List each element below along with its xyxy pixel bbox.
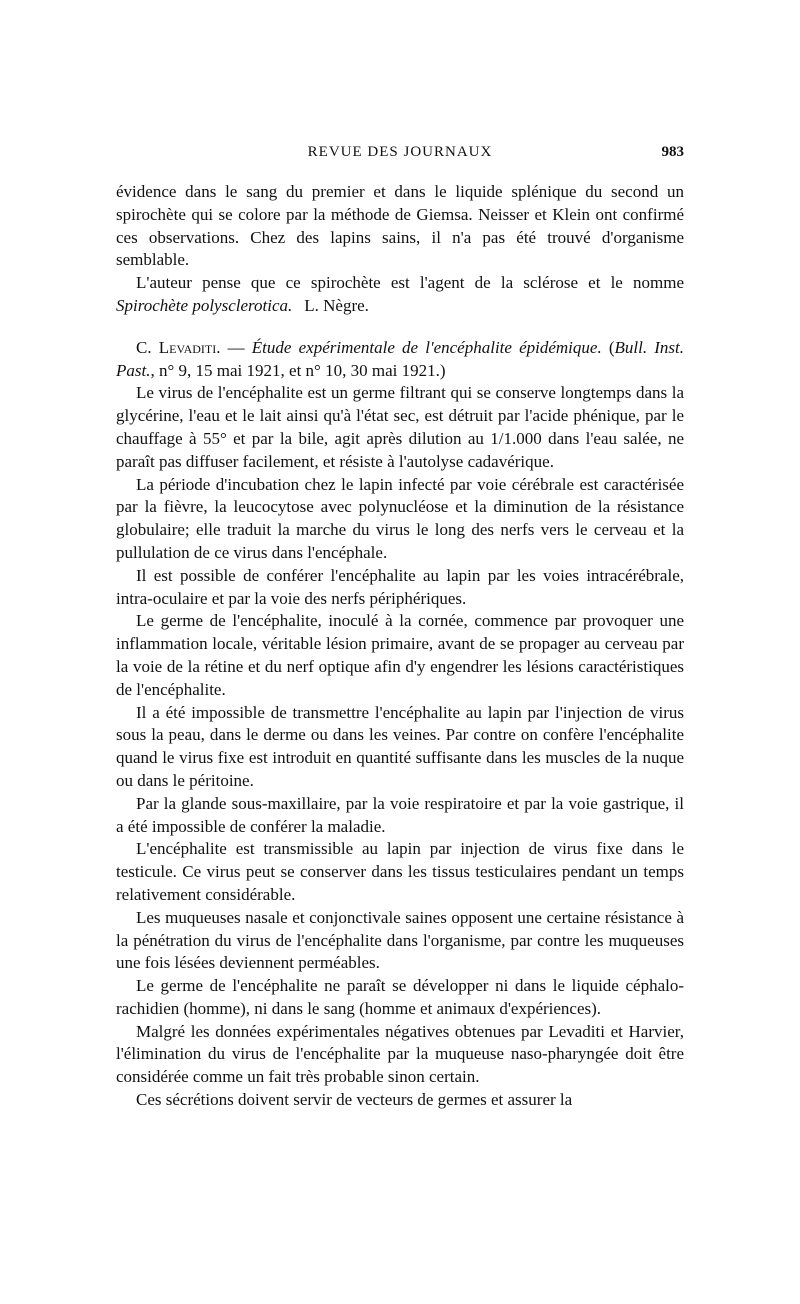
review1-paragraph-1: évidence dans le sang du premier et dans le liquide splénique du second un spirochète qui se colore par la méthode de Giemsa. Neisser et Klein ont confirmé ces observations. Chez des lapins sains, il n'a pas été trouvé d'organisme semblable. <box>116 182 684 270</box>
review2-paragraph: La période d'incubation chez le lapin infecté par voie cérébrale est caractérisée par la fièvre, la leucocytose avec polynucléose et la diminution de la résistance globulaire; elle traduit la marche du virus le long des nerfs vers le cerveau et la pullulation de ce virus dans l'encéphale. <box>116 474 684 562</box>
review1-paragraph-2-text: L'auteur pense que ce spirochète est l'agent de la sclérose et le nomme <box>136 273 684 293</box>
review2-dash: — <box>220 337 252 357</box>
review2-paragraph: Par la glande sous-maxillaire, par la voie respiratoire et par la voie gastrique, il a été impossible de conférer la maladie. <box>116 793 684 836</box>
citation-open: ( <box>608 337 615 357</box>
review2-paragraph: L'encéphalite est transmissible au lapin par injection de virus fixe dans le testicule. Ce virus peut se conserver dans les tissus testiculaires pendant un temps relativement considérable. <box>116 839 684 904</box>
review2-paragraph: Les muqueuses nasale et conjonctivale saines opposent une certaine résistance à la pénétration du virus de l'encéphalite dans l'organisme, par contre les muqueuses une fois lésées deviennent perméables. <box>116 907 684 973</box>
citation-journal: Bull. Inst. Past. <box>116 337 685 380</box>
reviewer-signature: L. Nègre. <box>304 295 369 315</box>
citation-details: , n° 9, 15 mai 1921, et n° 10, 30 mai 1921.) <box>150 360 446 380</box>
review2-author: C. Levaditi. <box>136 337 221 357</box>
running-title: REVUE DES JOURNAUX <box>307 144 493 160</box>
review2-paragraph: Le germe de l'encéphalite ne paraît se développer ni dans le liquide céphalo-rachidien (homme), ni dans le sang (homme et animaux d'expériences). <box>116 976 684 1018</box>
species-name: Spirochète polysclerotica. <box>116 295 293 315</box>
review2-paragraph: Le germe de l'encéphalite, inoculé à la cornée, commence par provoquer une inflammation locale, véritable lésion primaire, avant de se propager au cerveau par la voie de la rétine et du nerf optique afin d'y engendrer les lésions caractéristiques de l'encéphalite. <box>116 611 684 699</box>
review2-reference <box>116 337 684 383</box>
review2-paragraph: Il est possible de conférer l'encéphalite au lapin par les voies intracérébrale, intra-oculaire et par la voie des nerfs périphériques. <box>116 565 684 608</box>
page-number: 983 <box>661 144 684 160</box>
review2-paragraph: Malgré les données expérimentales négatives obtenues par Levaditi et Harvier, l'élimination du virus de l'encéphalite par la muqueuse naso-pharyngée doit être considérée comme un fait très probable sinon certain. <box>116 1021 684 1087</box>
running-header <box>116 144 684 168</box>
page-body <box>116 181 684 1112</box>
review2-title: Étude expérimentale de l'encéphalite épidémique. <box>251 337 602 357</box>
review1-paragraph-2 <box>116 272 684 318</box>
review2-paragraph: Il a été impossible de transmettre l'encéphalite au lapin par l'injection de virus sous la peau, dans le derme ou dans les veines. Par contre on confère l'encéphalite quand le virus fixe est introduit en quantité suffisante dans les muscles de la nuque ou dans le péritoine. <box>116 702 684 790</box>
review2-paragraph: Le virus de l'encéphalite est un germe filtrant qui se conserve longtemps dans la glycérine, l'eau et le lait ainsi qu'à l'état sec, est détruit par l'acide phénique, par le chauffage à 55° et par la bile, agit après dilution au 1/1.000 dans l'eau salée, ne paraît pas diffuser facilement, et résiste à l'autolyse cadavérique. <box>116 383 684 471</box>
review2-paragraph: Ces sécrétions doivent servir de vecteurs de germes et assurer la <box>136 1090 573 1110</box>
